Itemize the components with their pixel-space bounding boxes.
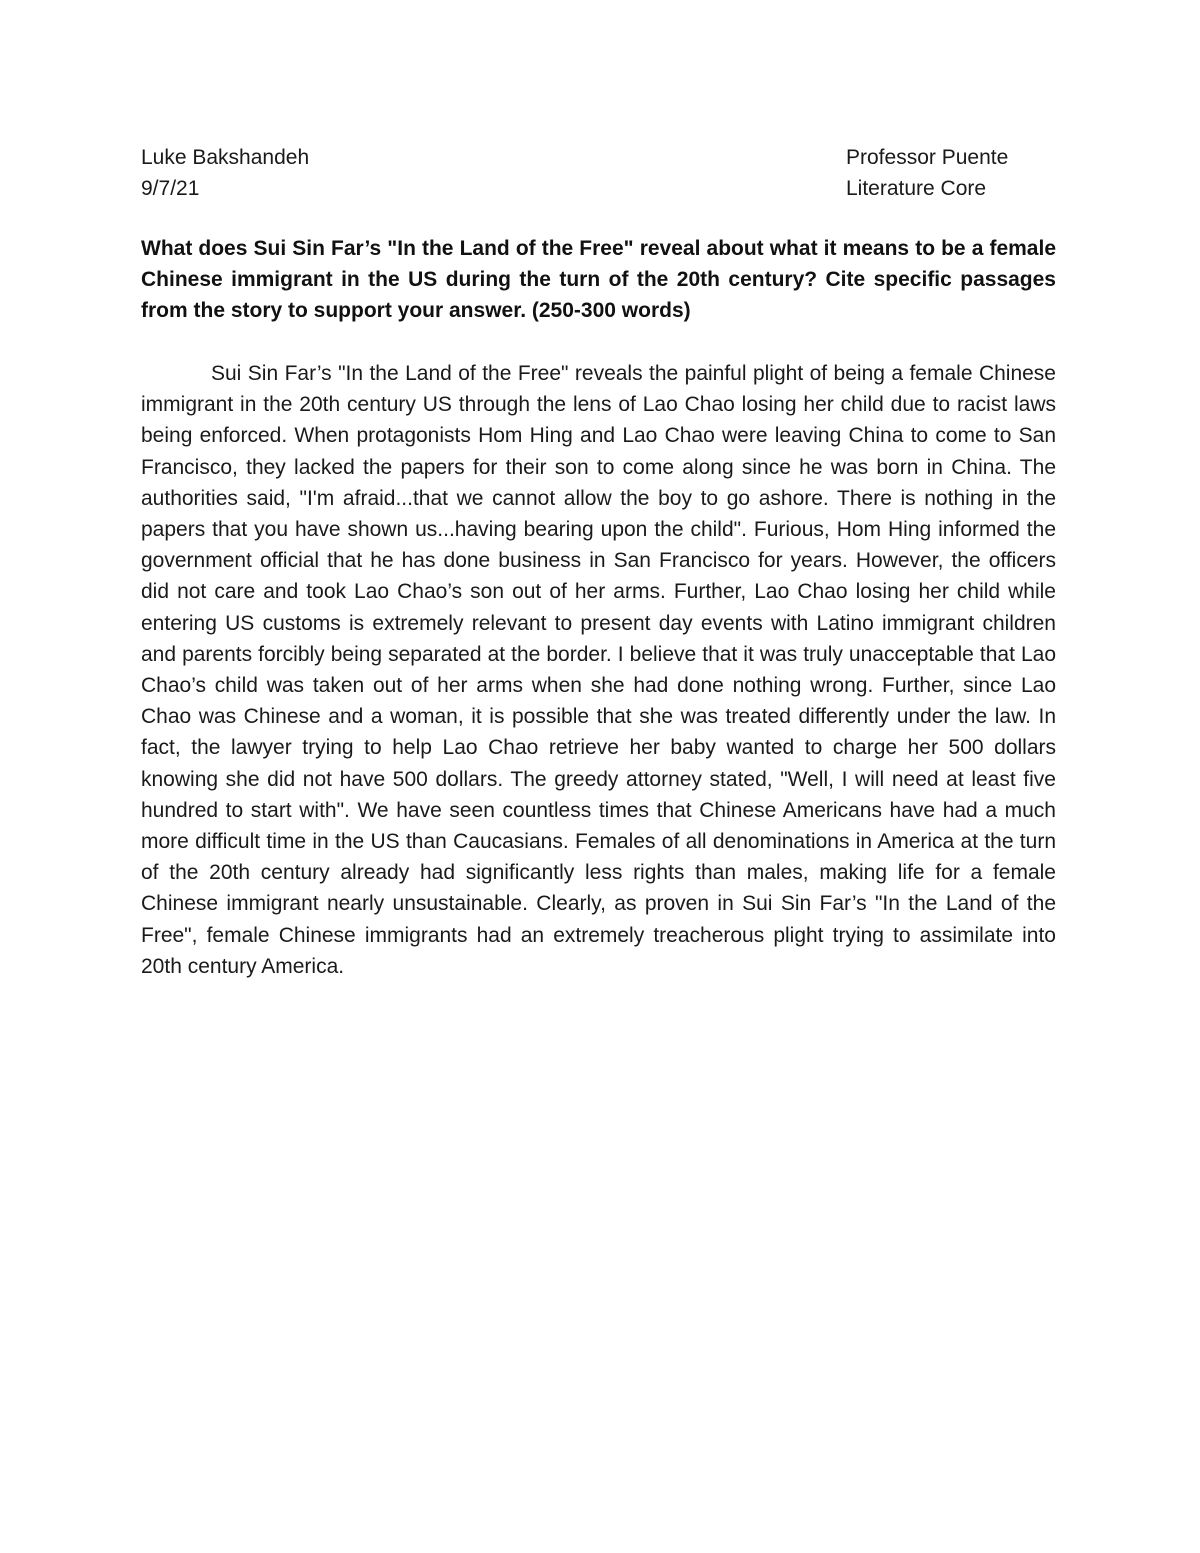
- student-info: [141, 142, 309, 204]
- submission-date: 9/7/21: [141, 177, 200, 200]
- essay-prompt: What does Sui Sin Far’s "In the Land of the Free" reveal about what it means to be a female Chinese immigrant in the US during the turn of the 20th century? Cite specific passages from the story to support your answer. (250-300 words): [141, 237, 1056, 323]
- course-info: [846, 142, 1008, 204]
- student-name: Luke Bakshandeh: [141, 146, 310, 169]
- course-name: Literature Core: [846, 177, 987, 200]
- professor-name: Professor Puente: [846, 146, 1009, 169]
- essay-body: Sui Sin Far’s "In the Land of the Free" reveals the painful plight of being a female Chinese immigrant in the 20th century US through the lens of Lao Chao losing her child due to racist laws being enforced. When protagonists Hom Hing and Lao Chao were leaving China to come to San Francisco, they lacked the papers for their son to come along since he was born in China. The authorities said, "I'm afraid...that we cannot allow the boy to go ashore. There is nothing in the papers that you have shown us...having bearing upon the child". Furious, Hom Hing informed the government official that he has done business in San Francisco for years. However, the officers did not care and took Lao Chao’s son out of her arms. Further, Lao Chao losing her child while entering US customs is extremely relevant to present day events with Latino immigrant children and parents forcibly being separated at the border. I believe that it was truly unacceptable that Lao Chao’s child was taken out of her arms when she had done nothing wrong. Further, since Lao Chao was Chinese and a woman, it is possible that she was treated differently under the law. In fact, the lawyer trying to help Lao Chao retrieve her baby wanted to charge her 500 dollars knowing she did not have 500 dollars. The greedy attorney stated, "Well, I will need at least five hundred to start with". We have seen countless times that Chinese Americans have had a much more difficult time in the US than Caucasians. Females of all denominations in America at the turn of the 20th century already had significantly less rights than males, making life for a female Chinese immigrant nearly unsustainable. Clearly, as proven in Sui Sin Far’s "In the Land of the Free", female Chinese immigrants had an extremely treacherous plight trying to assimilate into 20th century America.: [141, 362, 1056, 978]
